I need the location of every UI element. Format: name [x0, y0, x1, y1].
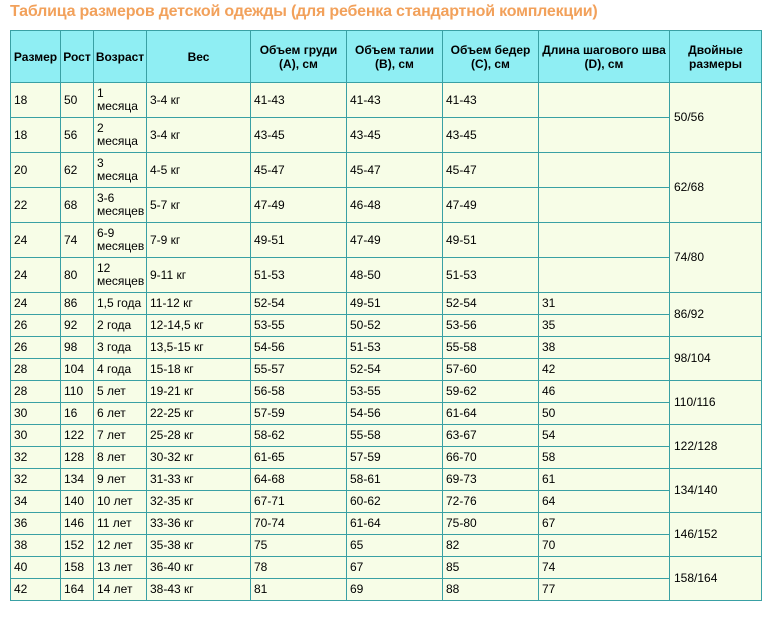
cell-inseam: 35	[539, 315, 670, 337]
cell-size: 40	[11, 557, 61, 579]
table-row	[11, 153, 762, 188]
cell-hips: 55-58	[443, 337, 539, 359]
header-height: Рост	[61, 31, 94, 83]
cell-height: 128	[61, 447, 94, 469]
cell-inseam: 61	[539, 469, 670, 491]
cell-height: 110	[61, 381, 94, 403]
cell-chest: 45-47	[251, 153, 347, 188]
cell-chest: 70-74	[251, 513, 347, 535]
cell-weight: 11-12 кг	[147, 293, 251, 315]
cell-chest: 57-59	[251, 403, 347, 425]
cell-weight: 7-9 кг	[147, 223, 251, 258]
cell-age: 5 лет	[94, 381, 147, 403]
cell-waist: 48-50	[347, 258, 443, 293]
cell-size: 18	[11, 83, 61, 118]
cell-age: 12 лет	[94, 535, 147, 557]
cell-size: 24	[11, 293, 61, 315]
cell-age: 4 года	[94, 359, 147, 381]
cell-chest: 53-55	[251, 315, 347, 337]
cell-chest: 78	[251, 557, 347, 579]
cell-weight: 13,5-15 кг	[147, 337, 251, 359]
cell-weight: 36-40 кг	[147, 557, 251, 579]
cell-waist: 69	[347, 579, 443, 601]
cell-size: 26	[11, 337, 61, 359]
cell-inseam	[539, 223, 670, 258]
cell-age: 8 лет	[94, 447, 147, 469]
cell-age: 11 лет	[94, 513, 147, 535]
cell-hips: 41-43	[443, 83, 539, 118]
cell-hips: 47-49	[443, 188, 539, 223]
cell-waist: 58-61	[347, 469, 443, 491]
cell-hips: 51-53	[443, 258, 539, 293]
cell-dual-size: 158/164	[670, 557, 762, 601]
cell-inseam: 74	[539, 557, 670, 579]
cell-age: 13 лет	[94, 557, 147, 579]
cell-height: 104	[61, 359, 94, 381]
cell-size: 22	[11, 188, 61, 223]
cell-hips: 57-60	[443, 359, 539, 381]
cell-age: 1,5 года	[94, 293, 147, 315]
cell-age: 3 месяца	[94, 153, 147, 188]
cell-hips: 63-67	[443, 425, 539, 447]
header-inseam: Длина шагового шва (D), см	[539, 31, 670, 83]
table-row	[11, 381, 762, 403]
cell-dual-size: 98/104	[670, 337, 762, 381]
table-row	[11, 513, 762, 535]
header-waist: Объем талии (B), см	[347, 31, 443, 83]
cell-waist: 57-59	[347, 447, 443, 469]
cell-waist: 54-56	[347, 403, 443, 425]
cell-inseam: 67	[539, 513, 670, 535]
cell-size: 24	[11, 258, 61, 293]
cell-weight: 3-4 кг	[147, 118, 251, 153]
cell-size: 28	[11, 359, 61, 381]
cell-weight: 22-25 кг	[147, 403, 251, 425]
table-body	[11, 83, 762, 601]
cell-weight: 38-43 кг	[147, 579, 251, 601]
cell-size: 30	[11, 403, 61, 425]
cell-dual-size: 50/56	[670, 83, 762, 153]
cell-chest: 51-53	[251, 258, 347, 293]
cell-age: 3-6 месяцев	[94, 188, 147, 223]
cell-age: 1 месяца	[94, 83, 147, 118]
cell-hips: 45-47	[443, 153, 539, 188]
table-row	[11, 315, 762, 337]
cell-waist: 67	[347, 557, 443, 579]
cell-size: 30	[11, 425, 61, 447]
cell-height: 140	[61, 491, 94, 513]
cell-waist: 60-62	[347, 491, 443, 513]
cell-weight: 5-7 кг	[147, 188, 251, 223]
cell-dual-size: 134/140	[670, 469, 762, 513]
table-row	[11, 425, 762, 447]
cell-age: 2 месяца	[94, 118, 147, 153]
header-age: Возраст	[94, 31, 147, 83]
cell-chest: 58-62	[251, 425, 347, 447]
cell-hips: 49-51	[443, 223, 539, 258]
cell-hips: 85	[443, 557, 539, 579]
header-hips: Объем бедер (C), см	[443, 31, 539, 83]
cell-chest: 47-49	[251, 188, 347, 223]
cell-size: 32	[11, 447, 61, 469]
cell-weight: 31-33 кг	[147, 469, 251, 491]
cell-age: 9 лет	[94, 469, 147, 491]
cell-hips: 61-64	[443, 403, 539, 425]
cell-weight: 3-4 кг	[147, 83, 251, 118]
cell-dual-size: 86/92	[670, 293, 762, 337]
cell-size: 26	[11, 315, 61, 337]
cell-chest: 67-71	[251, 491, 347, 513]
cell-dual-size: 74/80	[670, 223, 762, 293]
cell-waist: 49-51	[347, 293, 443, 315]
cell-height: 68	[61, 188, 94, 223]
cell-height: 74	[61, 223, 94, 258]
cell-inseam: 50	[539, 403, 670, 425]
cell-chest: 61-65	[251, 447, 347, 469]
cell-waist: 61-64	[347, 513, 443, 535]
table-row	[11, 293, 762, 315]
cell-dual-size: 62/68	[670, 153, 762, 223]
cell-dual-size: 110/116	[670, 381, 762, 425]
cell-inseam: 38	[539, 337, 670, 359]
cell-height: 98	[61, 337, 94, 359]
cell-chest: 49-51	[251, 223, 347, 258]
cell-inseam: 64	[539, 491, 670, 513]
cell-height: 80	[61, 258, 94, 293]
cell-weight: 19-21 кг	[147, 381, 251, 403]
table-row	[11, 83, 762, 118]
cell-inseam: 42	[539, 359, 670, 381]
cell-inseam	[539, 188, 670, 223]
cell-waist: 45-47	[347, 153, 443, 188]
cell-chest: 64-68	[251, 469, 347, 491]
cell-hips: 53-56	[443, 315, 539, 337]
table-row	[11, 188, 762, 223]
cell-height: 158	[61, 557, 94, 579]
cell-weight: 30-32 кг	[147, 447, 251, 469]
cell-height: 134	[61, 469, 94, 491]
cell-inseam: 58	[539, 447, 670, 469]
cell-weight: 15-18 кг	[147, 359, 251, 381]
cell-size: 36	[11, 513, 61, 535]
cell-age: 7 лет	[94, 425, 147, 447]
cell-hips: 75-80	[443, 513, 539, 535]
size-table	[10, 30, 762, 601]
table-row	[11, 557, 762, 579]
cell-size: 28	[11, 381, 61, 403]
cell-chest: 81	[251, 579, 347, 601]
cell-weight: 33-36 кг	[147, 513, 251, 535]
cell-weight: 12-14,5 кг	[147, 315, 251, 337]
cell-age: 6 лет	[94, 403, 147, 425]
cell-waist: 53-55	[347, 381, 443, 403]
table-row	[11, 579, 762, 601]
cell-chest: 54-56	[251, 337, 347, 359]
cell-hips: 88	[443, 579, 539, 601]
page-title: Таблица размеров детской одежды (для ребенка стандартной комплекции)	[10, 3, 598, 20]
cell-waist: 65	[347, 535, 443, 557]
cell-chest: 75	[251, 535, 347, 557]
cell-hips: 72-76	[443, 491, 539, 513]
cell-hips: 43-45	[443, 118, 539, 153]
table-row	[11, 118, 762, 153]
cell-inseam: 70	[539, 535, 670, 557]
cell-waist: 52-54	[347, 359, 443, 381]
table-row	[11, 337, 762, 359]
cell-height: 146	[61, 513, 94, 535]
cell-height: 62	[61, 153, 94, 188]
table-row	[11, 469, 762, 491]
cell-waist: 50-52	[347, 315, 443, 337]
cell-chest: 41-43	[251, 83, 347, 118]
header-dual-sizes: Двойные размеры	[670, 31, 762, 83]
cell-inseam	[539, 258, 670, 293]
cell-hips: 66-70	[443, 447, 539, 469]
cell-chest: 56-58	[251, 381, 347, 403]
cell-height: 56	[61, 118, 94, 153]
cell-size: 34	[11, 491, 61, 513]
cell-size: 38	[11, 535, 61, 557]
cell-waist: 46-48	[347, 188, 443, 223]
cell-inseam: 31	[539, 293, 670, 315]
cell-weight: 9-11 кг	[147, 258, 251, 293]
cell-height: 92	[61, 315, 94, 337]
cell-waist: 41-43	[347, 83, 443, 118]
header-weight: Вес	[147, 31, 251, 83]
cell-inseam: 77	[539, 579, 670, 601]
cell-height: 122	[61, 425, 94, 447]
cell-inseam	[539, 83, 670, 118]
cell-chest: 52-54	[251, 293, 347, 315]
cell-waist: 55-58	[347, 425, 443, 447]
table-row	[11, 359, 762, 381]
cell-height: 16	[61, 403, 94, 425]
cell-dual-size: 146/152	[670, 513, 762, 557]
header-size: Размер	[11, 31, 61, 83]
header-chest: Объем груди (A), см	[251, 31, 347, 83]
cell-hips: 69-73	[443, 469, 539, 491]
cell-inseam: 46	[539, 381, 670, 403]
cell-age: 3 года	[94, 337, 147, 359]
cell-age: 6-9 месяцев	[94, 223, 147, 258]
cell-dual-size: 122/128	[670, 425, 762, 469]
cell-height: 152	[61, 535, 94, 557]
cell-height: 86	[61, 293, 94, 315]
cell-age: 10 лет	[94, 491, 147, 513]
cell-inseam: 54	[539, 425, 670, 447]
cell-weight: 25-28 кг	[147, 425, 251, 447]
table-header-row	[11, 31, 762, 83]
cell-chest: 55-57	[251, 359, 347, 381]
table-row	[11, 447, 762, 469]
cell-size: 32	[11, 469, 61, 491]
cell-age: 14 лет	[94, 579, 147, 601]
table-row	[11, 223, 762, 258]
cell-size: 42	[11, 579, 61, 601]
cell-hips: 82	[443, 535, 539, 557]
cell-hips: 59-62	[443, 381, 539, 403]
cell-size: 24	[11, 223, 61, 258]
cell-weight: 35-38 кг	[147, 535, 251, 557]
cell-size: 18	[11, 118, 61, 153]
cell-age: 12 месяцев	[94, 258, 147, 293]
table-row	[11, 491, 762, 513]
cell-size: 20	[11, 153, 61, 188]
cell-waist: 43-45	[347, 118, 443, 153]
cell-height: 50	[61, 83, 94, 118]
cell-weight: 32-35 кг	[147, 491, 251, 513]
table-row	[11, 403, 762, 425]
table-row	[11, 258, 762, 293]
cell-hips: 52-54	[443, 293, 539, 315]
cell-weight: 4-5 кг	[147, 153, 251, 188]
table-row	[11, 535, 762, 557]
cell-height: 164	[61, 579, 94, 601]
cell-inseam	[539, 118, 670, 153]
cell-waist: 51-53	[347, 337, 443, 359]
cell-waist: 47-49	[347, 223, 443, 258]
cell-age: 2 года	[94, 315, 147, 337]
cell-chest: 43-45	[251, 118, 347, 153]
cell-inseam	[539, 153, 670, 188]
